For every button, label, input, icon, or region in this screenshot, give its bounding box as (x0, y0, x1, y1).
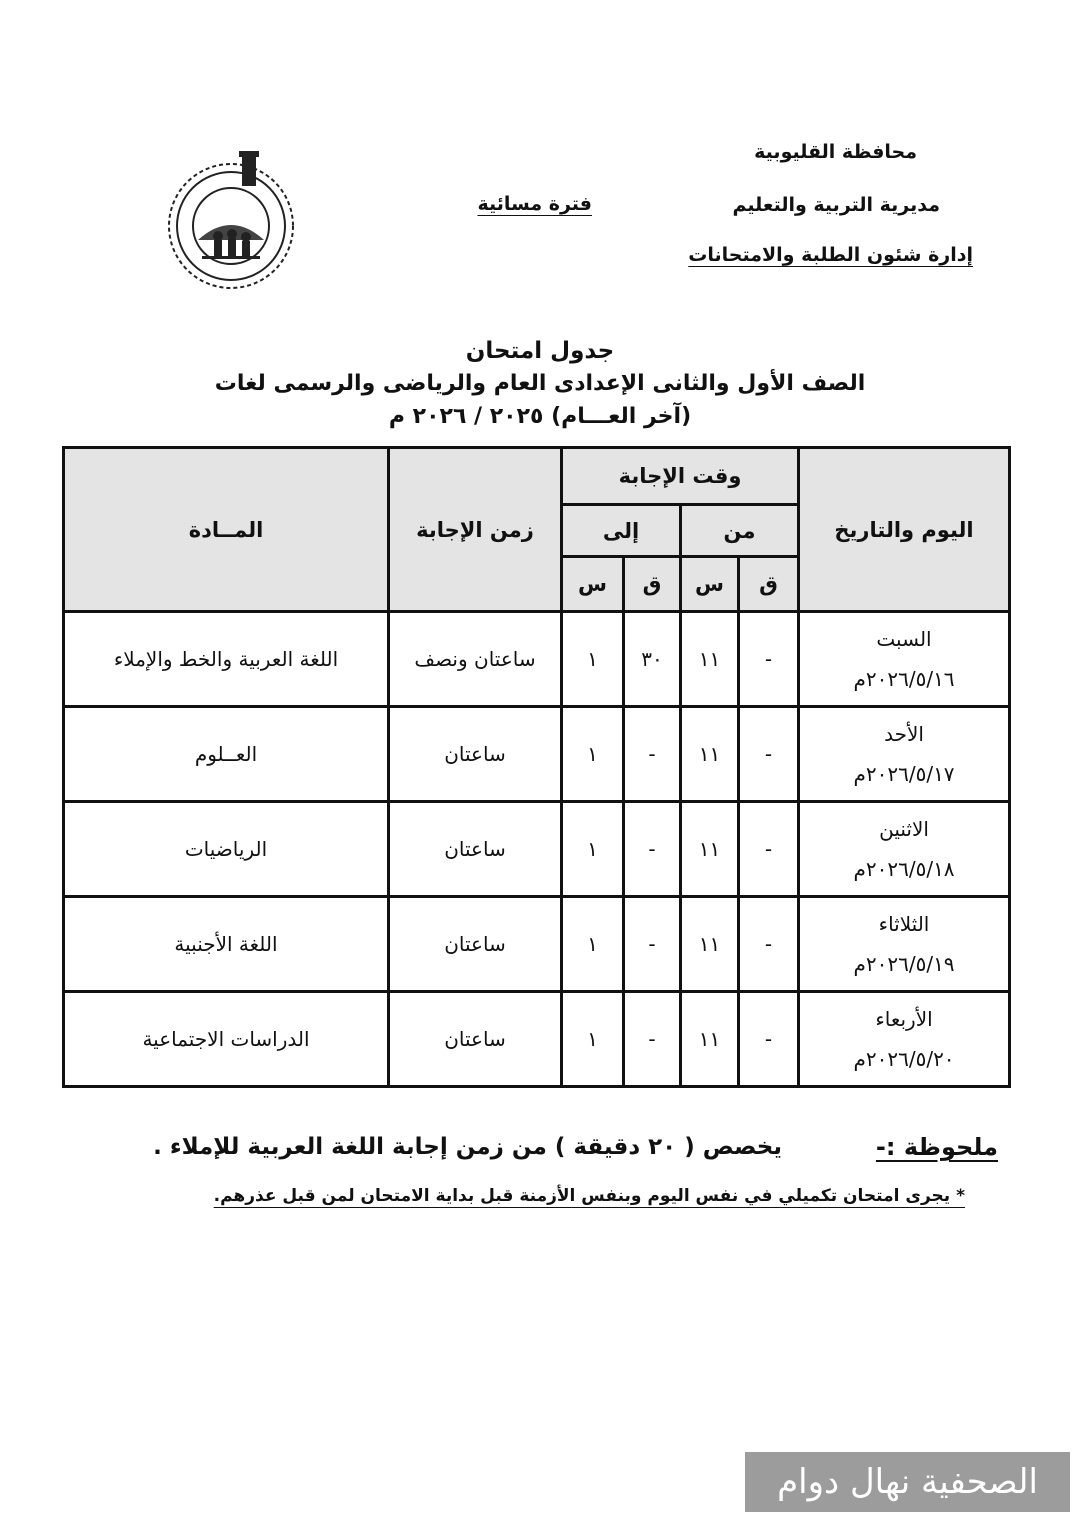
department-label: إدارة شئون الطلبة والامتحانات (688, 244, 973, 266)
table-row (64, 992, 1010, 1087)
duration-cell: ساعتان (389, 897, 562, 992)
duration-cell: ساعتان (389, 992, 562, 1087)
from-hour-cell: ١١ (681, 992, 739, 1087)
directorate-seal-icon (160, 150, 302, 292)
from-hour-cell: ١١ (681, 802, 739, 897)
table-row (64, 612, 1010, 707)
to-hour-cell: ١ (562, 897, 624, 992)
date-label: ٢٠٢٦/٥/١٩م (853, 952, 955, 976)
date-label: ٢٠٢٦/٥/١٦م (853, 667, 955, 691)
from-minute-cell: - (739, 897, 799, 992)
header-answer-time: وقت الإجابة (562, 448, 799, 505)
from-hour-cell: ١١ (681, 707, 739, 802)
subject-cell: العــلوم (64, 707, 389, 802)
to-minute-cell: - (624, 802, 681, 897)
title-line-3: (آخر العـــام) ٢٠٢٥ / ٢٠٢٦ م (388, 404, 692, 429)
day-label: السبت (876, 627, 932, 651)
date-label: ٢٠٢٦/٥/٢٠م (853, 1047, 955, 1071)
day-label: الاثنين (879, 817, 929, 841)
governorate-label: محافظة القليوبية (754, 141, 917, 163)
to-hour-cell: ١ (562, 992, 624, 1087)
day-date-cell (799, 707, 1010, 802)
header-to: إلى (562, 505, 681, 557)
to-minute-cell: - (624, 992, 681, 1087)
subject-cell: اللغة الأجنبية (64, 897, 389, 992)
header-from: من (681, 505, 799, 557)
watermark-label: الصحفية نهال دوام (745, 1452, 1070, 1512)
from-minute-cell: - (739, 707, 799, 802)
note-line-2: * يجرى امتحان تكميلي في نفس اليوم وبنفس الأزمنة قبل بداية الامتحان لمن قبل عذرهم. (213, 1186, 965, 1206)
subject-cell: اللغة العربية والخط والإملاء (64, 612, 389, 707)
duration-cell: ساعتان (389, 802, 562, 897)
from-minute-cell: - (739, 802, 799, 897)
header-to-hour: س (562, 557, 624, 612)
from-minute-cell: - (739, 612, 799, 707)
title-line-2: الصف الأول والثانى الإعدادى العام والرياضى والرسمى لغات (214, 371, 866, 396)
directorate-label: مديرية التربية والتعليم (732, 194, 940, 216)
day-date-cell (799, 802, 1010, 897)
header-from-hour: س (681, 557, 739, 612)
note-label: ملحوظة :- (875, 1133, 998, 1161)
header-day-date: اليوم والتاريخ (799, 448, 1010, 612)
to-minute-cell: - (624, 897, 681, 992)
to-minute-cell: - (624, 707, 681, 802)
date-label: ٢٠٢٦/٥/١٧م (853, 762, 955, 786)
note-text: يخصص ( ٢٠ دقيقة ) من زمن إجابة اللغة العربية للإملاء . (153, 1134, 782, 1160)
to-hour-cell: ١ (562, 707, 624, 802)
exam-schedule-table (62, 446, 1011, 1088)
day-date-cell (799, 992, 1010, 1087)
header-subject: المــادة (64, 448, 389, 612)
to-minute-cell: ٣٠ (624, 612, 681, 707)
day-label: الأربعاء (875, 1007, 933, 1031)
date-label: ٢٠٢٦/٥/١٨م (853, 857, 955, 881)
period-label: فترة مسائية (477, 193, 592, 215)
table-row (64, 802, 1010, 897)
header-duration: زمن الإجابة (389, 448, 562, 612)
duration-cell: ساعتان (389, 707, 562, 802)
header-from-minute: ق (739, 557, 799, 612)
from-hour-cell: ١١ (681, 612, 739, 707)
to-hour-cell: ١ (562, 802, 624, 897)
subject-cell: الرياضيات (64, 802, 389, 897)
day-label: الأحد (884, 722, 924, 746)
from-hour-cell: ١١ (681, 897, 739, 992)
table-row (64, 707, 1010, 802)
day-date-cell (799, 897, 1010, 992)
from-minute-cell: - (739, 992, 799, 1087)
table-row (64, 897, 1010, 992)
subject-cell: الدراسات الاجتماعية (64, 992, 389, 1087)
duration-cell: ساعتان ونصف (389, 612, 562, 707)
title-line-1: جدول امتحان (465, 338, 615, 364)
to-hour-cell: ١ (562, 612, 624, 707)
day-date-cell (799, 612, 1010, 707)
day-label: الثلاثاء (878, 912, 930, 936)
header-to-minute: ق (624, 557, 681, 612)
